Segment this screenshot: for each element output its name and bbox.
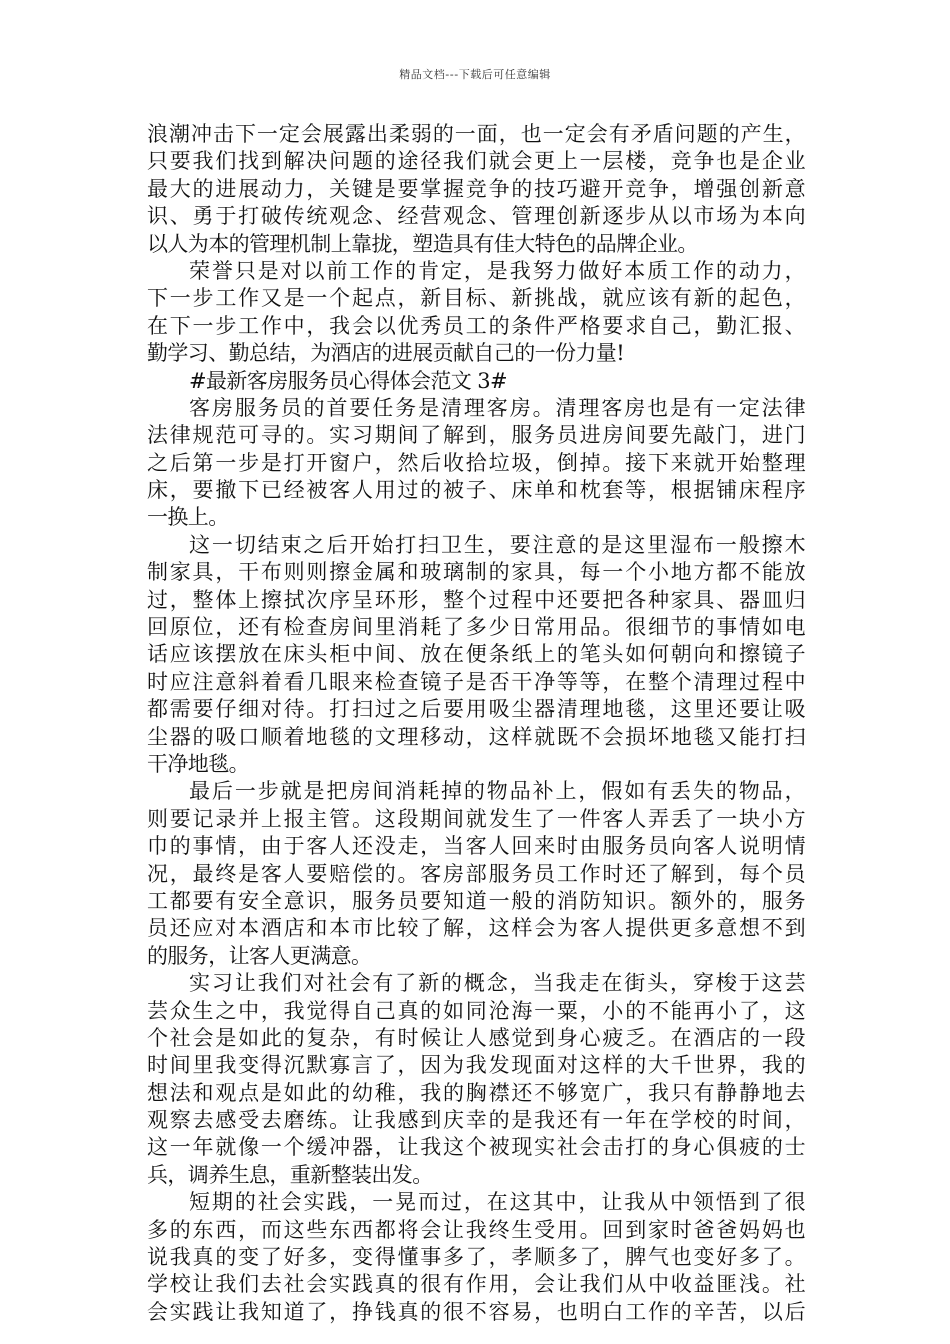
text-line: 这一切结束之后开始打扫卫生，要注意的是这里湿布一般擦木 <box>189 532 805 557</box>
text-line: 床，要撤下已经被客人用过的被子、床单和枕套等，根据铺床程序 <box>147 478 805 503</box>
text-line: 时应注意斜着看几眼来检查镜子是否干净等等，在整个清理过程中 <box>147 669 805 694</box>
text-line: 以人为本的管理机制上靠拢，塑造具有佳大特色的品牌企业。 <box>147 231 698 256</box>
text-line: 制家具，干布则则擦金属和玻璃制的家具，每一个小地方都不能放 <box>147 560 805 585</box>
text-line: 实习让我们对社会有了新的概念，当我走在街头，穿梭于这芸 <box>189 971 805 996</box>
text-line: 客房服务员的首要任务是清理客房。清理客房也是有一定法律 <box>189 395 805 420</box>
text-line: 则要记录并上报主管。这段期间就发生了一件客人弄丢了一块小方 <box>147 806 805 831</box>
text-line: 时间里我变得沉默寡言了，因为我发现面对这样的大千世界，我的 <box>147 1053 805 1078</box>
text-line: 下一步工作又是一个起点，新目标、新挑战，就应该有新的起色， <box>147 286 805 311</box>
text-line: 只要我们找到解决问题的途径我们就会更上一层楼，竞争也是企业 <box>147 149 805 174</box>
text-line: 工都要有安全意识，服务员要知道一般的消防知识。额外的，服务 <box>147 888 805 913</box>
text-line: 会实践让我知道了，挣钱真的很不容易，也明白工作的辛苦，以后 <box>147 1299 805 1324</box>
text-line: 识、勇于打破传统观念、经营观念、管理创新逐步从以市场为本向 <box>147 204 805 229</box>
text-line: 想法和观点是如此的幼稚，我的胸襟还不够宽广，我只有静静地去 <box>147 1080 805 1105</box>
text-line: 员还应对本酒店和本市比较了解，这样会为客人提供更多意想不到 <box>147 916 805 941</box>
page-header: 精品文档---下载后可任意编辑 <box>399 68 551 81</box>
text-line: 在下一步工作中，我会以优秀员工的条件严格要求自己，勤汇报、 <box>147 313 805 338</box>
text-line: 一换上。 <box>147 505 229 530</box>
text-line: 浪潮冲击下一定会展露出柔弱的一面，也一定会有矛盾问题的产生， <box>147 122 805 146</box>
text-line: 多的东西，而这些东西都将会让我终生受用。回到家时爸爸妈妈也 <box>147 1217 805 1242</box>
text-line: 勤学习、勤总结，为酒店的进展贡献自己的一份力量! <box>147 341 625 366</box>
text-line: 过，整体上擦拭次序呈环形，整个过程中还要把各种家具、器皿归 <box>147 587 805 612</box>
text-line: 的服务，让客人更满意。 <box>147 943 372 968</box>
text-line: 之后第一步是打开窗户，然后收拾垃圾，倒掉。接下来就开始整理 <box>147 450 805 475</box>
text-line: 芸众生之中，我觉得自己真的如同沧海一粟，小的不能再小了，这 <box>147 998 805 1023</box>
text-line: 兵，调养生息，重新整装出发。 <box>147 1162 433 1187</box>
text-line: 最大的进展动力，关键是要掌握竞争的技巧避开竞争，增强创新意 <box>147 176 805 201</box>
text-line: 最后一步就是把房间消耗掉的物品补上，假如有丢失的物品， <box>189 779 805 804</box>
text-line: 回原位，还有检查房间里消耗了多少日常用品。很细节的事情如电 <box>147 615 805 640</box>
text-line: 都需要仔细对待。打扫过之后要用吸尘器清理地毯，这里还要让吸 <box>147 697 805 722</box>
text-line: #最新客房服务员心得体会范文 3# <box>189 368 508 393</box>
document-body <box>147 121 805 1326</box>
text-line: 话应该摆放在床头柜中间、放在便条纸上的笔头如何朝向和擦镜子 <box>147 642 805 667</box>
text-line: 说我真的变了好多，变得懂事多了，孝顺多了，脾气也变好多了。 <box>147 1245 805 1270</box>
text-line: 法律规范可寻的。实习期间了解到，服务员进房间要先敲门，进门 <box>147 423 805 448</box>
text-line: 况，最终是客人要赔偿的。客房部服务员工作时还了解到，每个员 <box>147 861 805 886</box>
text-line: 荣誉只是对以前工作的肯定，是我努力做好本质工作的动力， <box>189 258 805 283</box>
text-line: 尘器的吸口顺着地毯的文理移动，这样就既不会损坏地毯又能打扫 <box>147 724 805 749</box>
text-line: 学校让我们去社会实践真的很有作用，会让我们从中收益匪浅。社 <box>147 1272 805 1297</box>
text-line: 这一年就像一个缓冲器，让我这个被现实社会击打的身心俱疲的士 <box>147 1135 805 1160</box>
text-line: 干净地毯。 <box>147 751 249 776</box>
text-line: 观察去感受去磨练。让我感到庆幸的是我还有一年在学校的时间， <box>147 1108 805 1133</box>
text-line: 短期的社会实践，一晃而过，在这其中，让我从中领悟到了很 <box>189 1190 805 1215</box>
text-line: 个社会是如此的复杂，有时候让人感觉到身心疲乏。在酒店的一段 <box>147 1025 805 1050</box>
text-line: 巾的事情，由于客人还没走，当客人回来时由服务员向客人说明情 <box>147 834 805 859</box>
